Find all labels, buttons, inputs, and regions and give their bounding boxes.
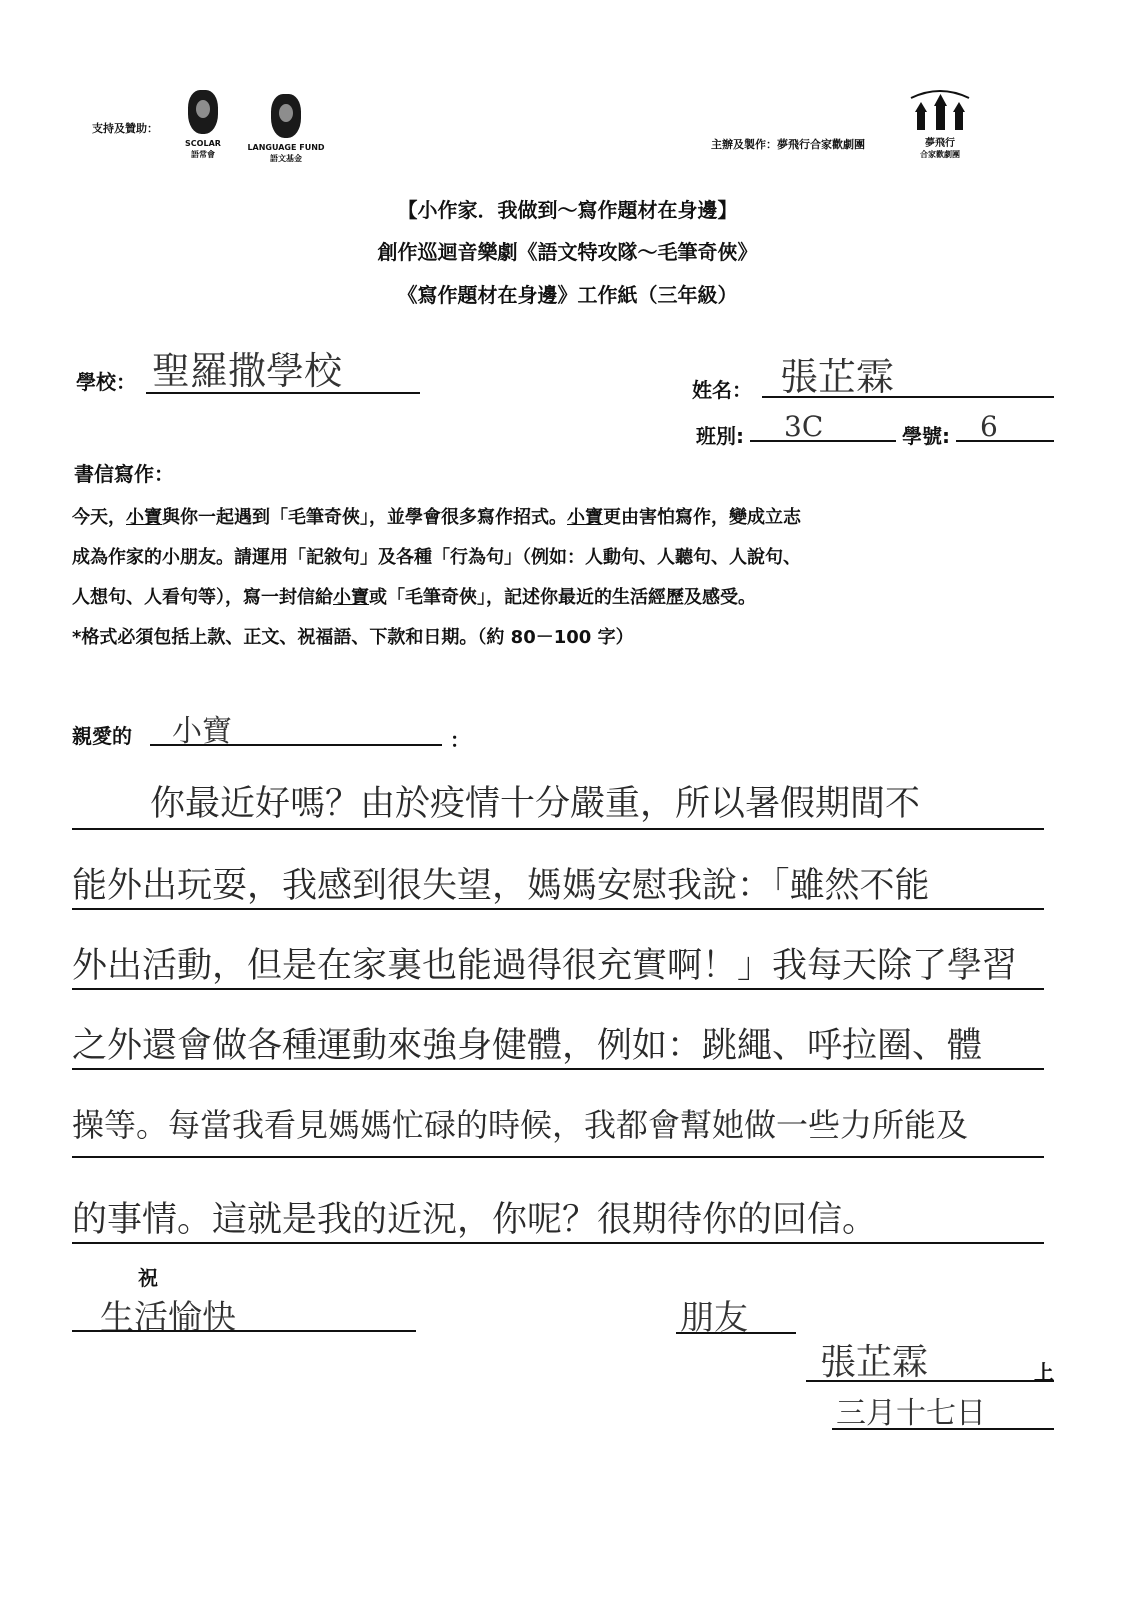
school-label: 學校： [76,370,136,394]
instruction-text: 人想句、人看句等），寫一封信給 [72,587,333,608]
ruled-line [72,1242,1044,1244]
ruled-line [72,1156,1044,1158]
language-fund-logo-icon [271,94,301,138]
school-value: 聖羅撒學校 [152,349,343,393]
organizer-label: 主辦及製作：夢飛行合家歡劇團 [711,138,865,151]
worksheet-title-3: 《寫作題材在身邊》工作紙（三年級） [397,283,738,307]
name-label: 姓名： [692,378,752,402]
instruction-underlined-name: 小寶 [567,507,603,528]
class-underline [750,440,896,442]
letter-body-line-4: 之外還會做各種運動來強身健體，例如：跳繩、呼拉圈、體 [72,1026,983,1066]
instruction-text: 與你一起遇到「毛筆奇俠」，並學會很多寫作招式。 [162,507,567,528]
letter-body-line-3: 外出活動，但是在家裏也能過得很充實啊！」我每天除了學習 [72,946,1018,986]
ruled-line [72,828,1044,830]
instruction-underlined-name: 小寶 [126,507,162,528]
instruction-line-1 [72,498,1062,538]
class-label: 班別: [696,424,744,448]
ruled-line [72,988,1044,990]
salutation-colon: ： [450,728,470,752]
sponsor-label: 支持及贊助： [92,122,158,135]
troupe-logo-sub: 合家歡劇團 [920,150,960,159]
worksheet-title-1: 【小作家．我做到～寫作題材在身邊】 [397,198,738,222]
troupe-logo [900,88,980,160]
letter-date: 三月十七日 [836,1396,986,1431]
language-fund-logo [238,94,334,164]
ruled-line [72,1068,1044,1070]
troupe-logo-text: 夢飛行 [925,138,955,149]
instructions [72,498,1062,658]
blessing-label: 祝 [138,1266,158,1290]
signature-name: 張芷霖 [820,1342,929,1383]
blessing-value: 生活愉快 [100,1298,236,1338]
section-title: 書信寫作： [74,462,174,486]
salutation-value: 小寶 [172,714,232,749]
instruction-text: 今天， [72,507,126,528]
instruction-text: 更由害怕寫作，變成立志 [603,507,801,528]
student-number-underline [956,440,1054,442]
student-number-value: 6 [980,410,998,443]
letter-body-line-6: 的事情。這就是我的近況，你呢？很期待你的回信。 [72,1200,878,1240]
name-underline [762,396,1054,398]
relation-label: 朋友 [680,1298,748,1338]
student-number-label: 學號: [902,424,950,448]
language-fund-logo-text: LANGUAGE FUND [247,143,325,152]
scolar-logo-icon [188,90,218,134]
language-fund-logo-sub: 語文基金 [270,154,302,163]
instruction-line-2: 成為作家的小朋友。請運用「記敘句」及各種「行為句」（例如：人動句、人聽句、人說句、 [72,547,801,568]
instruction-line-3 [72,578,1062,618]
castle-icon [905,88,975,134]
scolar-logo [172,90,234,160]
salutation-underline [150,744,442,746]
instruction-line-4: *格式必須包括上款、正文、祝福語、下款和日期。（約 80－100 字） [72,627,634,648]
salutation-label: 親愛的 [72,724,132,748]
letter-body-line-2: 能外出玩耍，我感到很失望，媽媽安慰我說：「雖然不能 [72,866,930,906]
instruction-text: 或「毛筆奇俠」，記述你最近的生活經歷及感受。 [369,587,756,608]
letter-body-line-5: 操等。每當我看見媽媽忙碌的時候，我都會幫她做一些力所能及 [72,1106,969,1144]
letter-body-line-1: 你最近好嗎？由於疫情十分嚴重，所以暑假期間不 [150,784,921,824]
instruction-underlined-name: 小寶 [333,587,369,608]
worksheet-title-2: 創作巡迴音樂劇《語文特攻隊～毛筆奇俠》 [377,240,758,264]
scolar-logo-text: SCOLAR [185,139,221,148]
blessing-underline [72,1330,416,1332]
scolar-logo-sub: 語常會 [191,150,215,159]
date-underline [832,1428,1054,1430]
signature-underline [806,1380,1054,1382]
school-underline [146,392,420,394]
ruled-line [72,908,1044,910]
signature-suffix: 上 [1034,1360,1054,1384]
relation-underline [676,1332,796,1334]
class-value: 3C [784,410,824,443]
name-value: 張芷霖 [780,355,895,399]
